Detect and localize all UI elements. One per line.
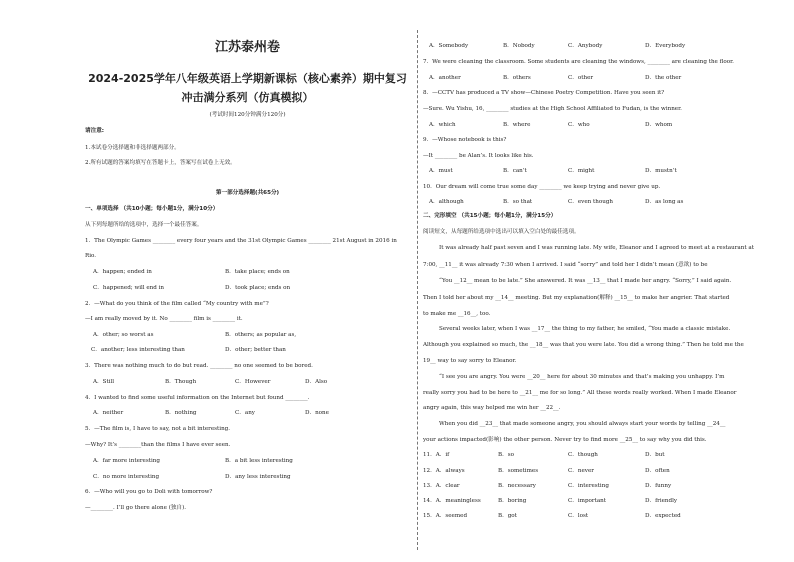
q9-option-a: A．must	[429, 168, 453, 174]
cloze-11-option-c: C．though	[568, 452, 598, 458]
q9-option-c: C．might	[568, 168, 595, 174]
q1-option-c: C．happened; will end in	[93, 285, 165, 291]
q7-option-d: D．the other	[645, 75, 682, 81]
exam-info: (考试时间120分钟满分120分)	[209, 112, 286, 118]
passage-line-1: It was already half past seven and I was running late. My wife, Eleanor and I agreed to meet at a restaurant at	[439, 245, 754, 251]
q9-option-b: B．can’t	[503, 168, 527, 174]
question-2-cont: —I am really moved by it. No ________ film is ________ it.	[85, 316, 243, 322]
cloze-13-option-c: C．interesting	[568, 483, 609, 489]
cloze-13-option-a: 13．A．clear	[423, 483, 460, 489]
q7-option-b: B．others	[503, 75, 531, 81]
question-6: 6．—Who will you go to Doli with tomorrow?	[85, 489, 213, 495]
section-2-heading: 二、完形填空 （共15小题；每小题1分，满分15分）	[423, 213, 557, 219]
notice-heading: 请注意:	[85, 128, 105, 134]
cloze-12-option-d: D．often	[645, 468, 670, 474]
passage-line-6: Several weeks later, when I was __17__ the thing to my father, he smiled, “You made a classic mistake.	[439, 326, 731, 332]
passage-line-13: your actions impacted(影响) the other person. Never try to find more __25__ to say why you did this.	[423, 437, 707, 443]
q5-option-c: C．no more interesting	[93, 474, 160, 480]
cloze-13-option-b: B．necessary	[498, 483, 536, 489]
q4-option-d: D．none	[305, 410, 329, 416]
cloze-12-option-c: C．never	[568, 468, 594, 474]
passage-line-2: 7:00, __11__ it was already 7:30 when I arrived. I said “sorry” and told her I didn’t mean (意欲) to be	[423, 262, 708, 268]
cloze-14-option-a: 14．A．meaningless	[423, 498, 481, 504]
passage-line-10: really sorry you had to be here to __21__ me for so long.” All these words really worked. When I made Eleanor	[423, 390, 737, 396]
passage-line-4: Then I told her about my __14__ meeting. But my explanation(解释) __15__ to make her angrier. That started	[423, 295, 730, 301]
q8-option-b: B．where	[503, 122, 531, 128]
notice-2: 2.所有试题的答案均填写在答题卡上，答案写在试卷上无效。	[85, 160, 236, 166]
q2-option-c: C．another; less interesting than	[91, 347, 185, 353]
q3-option-b: B．Though	[165, 379, 197, 385]
cloze-15-option-a: 15．A．seemed	[423, 513, 468, 519]
cloze-13-option-d: D．funny	[645, 483, 672, 489]
q5-option-a: A．far more interesting	[93, 458, 160, 464]
question-4: 4．I wanted to find some useful information on the Internet but found ________.	[85, 395, 310, 401]
q5-option-b: B．a bit less interesting	[225, 458, 293, 464]
question-7: 7．We were cleaning the classroom. Some students are cleaning the windows, ________ are cleaning the floor.	[423, 59, 734, 65]
q8-option-a: A．which	[429, 122, 456, 128]
q7-option-c: C．other	[568, 75, 594, 81]
column-divider	[417, 30, 418, 550]
question-2: 2．—What do you think of the film called “My country with me”?	[85, 301, 269, 307]
q9-option-d: D．mustn’t	[645, 168, 677, 174]
cloze-14-option-c: C．important	[568, 498, 607, 504]
q10-option-a: A．although	[429, 199, 464, 205]
cloze-15-option-b: B．got	[498, 513, 517, 519]
cloze-15-option-d: D．expected	[645, 513, 681, 519]
section-1-instructions: 从下列每题所给的选项中，选择一个最佳答案。	[85, 222, 203, 228]
q1-option-d: D．took place; ends on	[225, 285, 291, 291]
passage-line-9: “I see you are angry. You were __20__ here for about 30 minutes and that’s making you unhappy. I’m	[439, 374, 725, 380]
cloze-15-option-c: C．lost	[568, 513, 589, 519]
part-1-heading: 第一部分选择题(共65分)	[215, 190, 280, 196]
question-10: 10．Our dream will come true some day ________ we keep trying and never give up.	[423, 184, 661, 190]
q6-option-c: C．Anybody	[568, 43, 603, 49]
passage-line-11: angry again, this way helped me win her __22__.	[423, 405, 561, 411]
question-3: 3．There was nothing much to do but read. ________ no one seemed to be bored.	[85, 363, 313, 369]
q4-option-c: C．any	[235, 410, 255, 416]
q4-option-a: A．neither	[93, 410, 124, 416]
q1-option-b: B．take place; ends on	[225, 269, 290, 275]
q3-option-d: D．Also	[305, 379, 328, 385]
cloze-14-option-d: D．friendly	[645, 498, 678, 504]
section-1-heading: 一、单项选择 （共10小题；每小题1分，满分10分）	[85, 206, 219, 212]
question-9: 9．—Whose notebook is this?	[423, 137, 507, 143]
question-8-cont: —Sure. Wu Yishu, 16, ________ studies at the High School Affiliated to Fudan, is the winner.	[423, 106, 682, 112]
passage-line-7: Although you explained so much, the __18__ was that you were late. You did a wrong thing.” Then he told me the	[423, 342, 744, 348]
cloze-12-option-a: 12．A．always	[423, 468, 465, 474]
passage-line-3: “You __12__ mean to be late.” She answered. It was __13__ that I made her angry. “Sorry,” I said again.	[439, 278, 732, 284]
q5-option-d: D．any less interesting	[225, 474, 291, 480]
cloze-11-option-d: D．but	[645, 452, 665, 458]
cloze-14-option-b: B．boring	[498, 498, 527, 504]
q7-option-a: A．another	[429, 75, 461, 81]
notice-1: 1.本试卷分选择题和非选择题两部分。	[85, 145, 180, 151]
q3-option-a: A．Still	[93, 379, 115, 385]
q2-option-a: A．other; so worst as	[93, 332, 154, 338]
section-2-instructions: 阅读短文，从每题所给选项中选出可以填入空白处的最佳选项。	[423, 229, 580, 235]
question-6-cont: —________. I’ll go there alone (独自).	[85, 505, 187, 511]
q8-option-c: C．who	[568, 122, 590, 128]
passage-line-8: 19__ way to say sorry to Eleanor.	[423, 358, 517, 364]
subtitle-line-2: 冲击满分系列（仿真模拟）	[181, 91, 314, 104]
question-1-cont: Rio.	[85, 253, 97, 259]
q10-option-c: C．even though	[568, 199, 614, 205]
q4-option-b: B．nothing	[165, 410, 197, 416]
question-8: 8．—CCTV has produced a TV show—Chinese Poetry Competition. Have you seen it?	[423, 90, 665, 96]
page-title: 江苏泰州卷	[214, 40, 280, 55]
cloze-11-option-b: B．so	[498, 452, 514, 458]
passage-line-12: When you did __23__ that made someone angry, you should always start your words by telling __24__	[439, 421, 726, 427]
q6-option-b: B．Nobody	[503, 43, 535, 49]
question-5: 5．—The film is, I have to say, not a bit interesting.	[85, 426, 231, 432]
q10-option-d: D．as long as	[645, 199, 684, 205]
passage-line-5: to make me __16__, too.	[423, 311, 491, 317]
question-5-cont: —Why? It’s ________than the films I have ever seen.	[85, 442, 231, 448]
cloze-11-option-a: 11．A．if	[423, 452, 450, 458]
q2-option-b: B．others; as popular as,	[225, 332, 297, 338]
question-1: 1．The Olympic Games ________ every four years and the 31st Olympic Games ________ 21st August in 2016 in	[85, 238, 397, 244]
q8-option-d: D．whom	[645, 122, 673, 128]
q10-option-b: B．so that	[503, 199, 533, 205]
q6-option-d: D．Everybody	[645, 43, 686, 49]
subtitle-line-1: 2024-2025学年八年级英语上学期新课标（核心素养）期中复习	[88, 72, 407, 85]
question-9-cont: —It ________ be Alan’s. It looks like his.	[423, 153, 534, 159]
q6-option-a: A．Somebody	[429, 43, 469, 49]
q2-option-d: D．other; better than	[225, 347, 286, 353]
q3-option-c: C．However	[235, 379, 271, 385]
q1-option-a: A．happen; ended in	[93, 269, 152, 275]
cloze-12-option-b: B．sometimes	[498, 468, 539, 474]
